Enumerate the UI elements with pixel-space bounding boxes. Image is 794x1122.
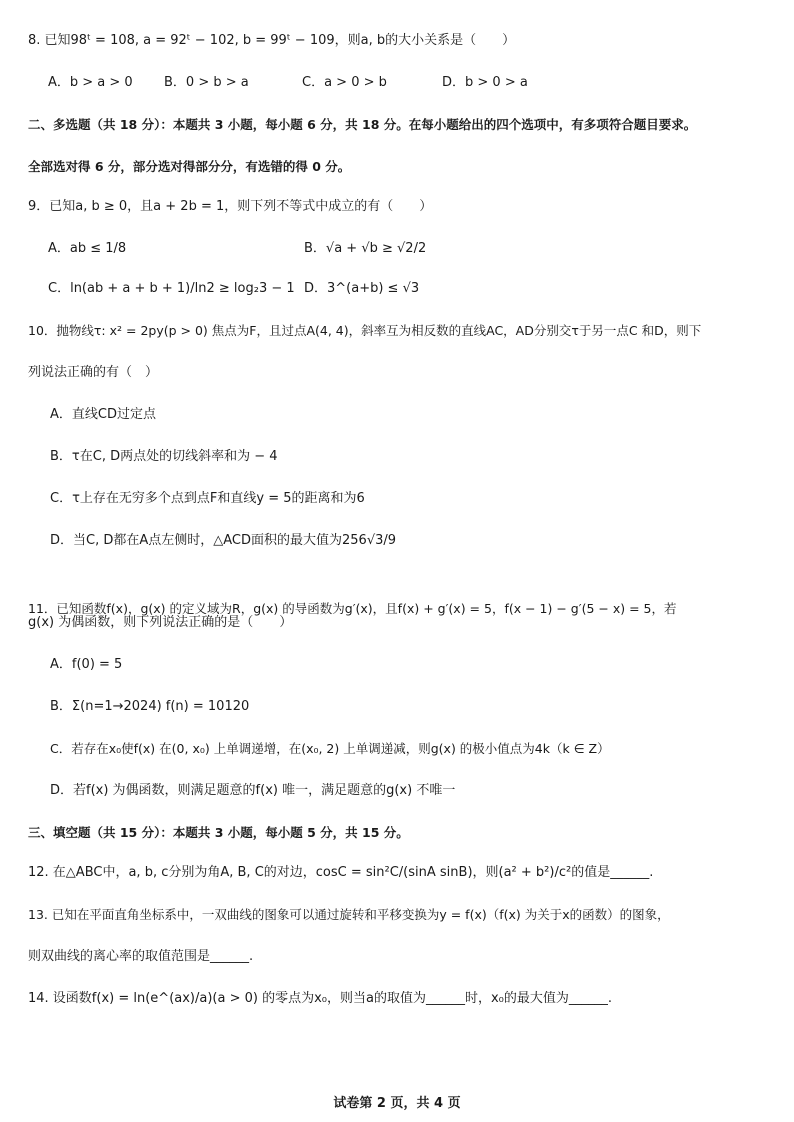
q8-stem: 8. 已知98ᵗ = 108, a = 92ᵗ − 102, b = 99ᵗ − 109，则a, b的大小关系是（ ） — [28, 33, 516, 48]
q10-option-b: B．τ在C, D两点处的切线斜率和为 − 4 — [50, 449, 278, 464]
q13-stem-line2: 则双曲线的离心率的取值范围是______. — [28, 949, 254, 964]
q11-option-a: A．f(0) = 5 — [50, 657, 123, 672]
q11-option-d: D．若f(x) 为偶函数，则满足题意的f(x) 唯一，满足题意的g(x) 不唯一 — [50, 783, 456, 798]
q10-option-c: C．τ上存在无穷多个点到点F和直线y = 5的距离和为6 — [50, 491, 365, 506]
q9-option-a: A．ab ≤ 1/8 — [48, 241, 127, 256]
section2-note: 全部选对得 6 分，部分选对得部分分，有选错的得 0 分。 — [28, 159, 351, 174]
q13-stem-line1: 13. 已知在平面直角坐标系中，一双曲线的图象可以通过旋转和平移变换为y = f(x)（f(x) 为关于x的函数）的图象， — [28, 907, 670, 922]
q14-stem: 14. 设函数f(x) = ln(e^(ax)/a)(a > 0) 的零点为x₀，则当a的取值为______时，x₀的最大值为______. — [28, 991, 612, 1006]
q10-stem-line2: 列说法正确的有（ ） — [28, 365, 159, 380]
section2-heading: 二、多选题（共 18 分）：本题共 3 小题，每小题 6 分，共 18 分。在每小题给出的四个选项中，有多项符合题目要求。 — [28, 117, 697, 132]
q8-option-c: C．a > 0 > b — [302, 75, 387, 90]
q12-stem: 12. 在△ABC中，a, b, c分别为角A, B, C的对边，cosC = sin²C/(sinA sinB)，则(a² + b²)/c²的值是______. — [28, 865, 654, 880]
q11-stem-line1: 11．已知函数f(x)，g(x) 的定义域为R，g(x) 的导函数为g′(x)，且f(x) + g′(x) = 5，f(x − 1) − g′(5 − x) = 5，若 — [28, 601, 677, 616]
q8-option-d: D．b > 0 > a — [442, 75, 528, 90]
q11-stem-line2: g(x) 为偶函数，则下列说法正确的是（ ） — [28, 615, 293, 630]
q10-stem-line1: 10．抛物线τ: x² = 2py(p > 0) 焦点为F，且过点A(4, 4)，斜率互为相反数的直线AC，AD分别交τ于另一点C 和D，则下 — [28, 323, 702, 338]
q9-stem: 9．已知a, b ≥ 0，且a + 2b = 1，则下列不等式中成立的有（ ） — [28, 199, 433, 214]
q9-option-b: B．√a + √b ≥ √2/2 — [304, 241, 427, 256]
q11-option-b: B．Σ(n=1→2024) f(n) = 10120 — [50, 699, 250, 714]
q8-option-a: A．b > a > 0 — [48, 75, 133, 90]
section3-heading: 三、填空题（共 15 分）：本题共 3 小题，每小题 5 分，共 15 分。 — [28, 825, 409, 840]
q9-option-d: D．3^(a+b) ≤ √3 — [304, 281, 420, 296]
q8-option-b: B．0 > b > a — [164, 75, 249, 90]
q10-option-a: A．直线CD过定点 — [50, 407, 156, 422]
q10-option-d: D．当C, D都在A点左侧时，△ACD面积的最大值为256√3/9 — [50, 533, 397, 548]
page-footer: 试卷第 2 页，共 4 页 — [333, 1096, 461, 1111]
q11-option-c: C．若存在x₀使f(x) 在(0, x₀) 上单调递增，在(x₀, 2) 上单调递减，则g(x) 的极小值点为4k（k ∈ Z） — [50, 741, 610, 756]
q9-option-c: C．ln(ab + a + b + 1)/ln2 ≥ log₂3 − 1 — [48, 281, 295, 296]
